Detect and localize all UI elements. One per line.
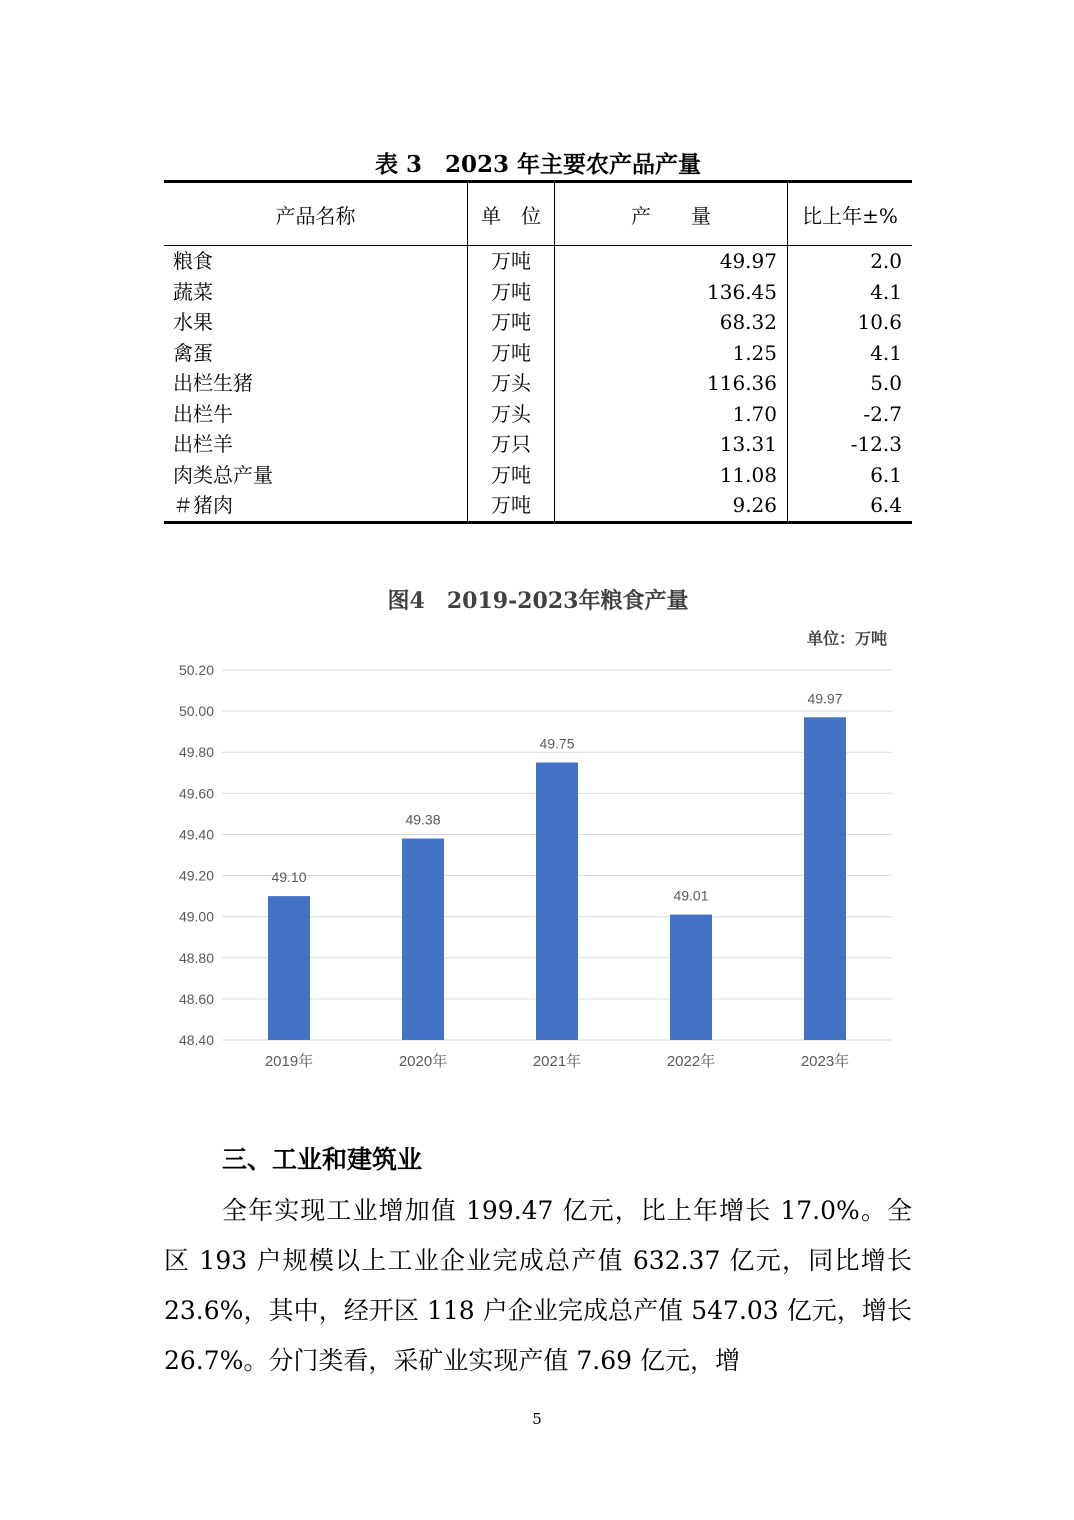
cell-unit: 万吨 (468, 246, 555, 277)
table-row (164, 429, 912, 460)
cell-unit: 万头 (468, 368, 555, 399)
header-product-name: 产品名称 (164, 182, 468, 246)
section-heading: 三、工业和建筑业 (222, 1145, 423, 1174)
cell-unit: 万吨 (468, 307, 555, 338)
cell-name: 水果 (164, 307, 468, 338)
cell-name: 出栏牛 (164, 399, 468, 430)
table-row (164, 246, 912, 277)
cell-output: 9.26 (555, 490, 788, 522)
header-change: 比上年±% (788, 182, 913, 246)
table-row (164, 277, 912, 308)
y-tick-label: 49.80 (178, 744, 214, 761)
cell-change: 5.0 (870, 371, 902, 395)
data-label: 49.38 (405, 811, 441, 828)
bar (268, 896, 310, 1040)
cell-change: 4.1 (870, 340, 902, 365)
cell-change: 2.0 (870, 249, 902, 273)
cell-change: 4.1 (870, 279, 902, 304)
data-label: 49.97 (807, 690, 843, 707)
cell-change: -12.3 (850, 432, 902, 456)
agri-products-table (164, 180, 912, 524)
cell-name: 出栏羊 (164, 429, 468, 460)
cell-name: 粮食 (164, 246, 468, 277)
bar (536, 763, 578, 1041)
x-tick-label: 2019年 (264, 1053, 314, 1070)
table-header-row (164, 182, 912, 246)
cell-output: 68.32 (555, 307, 788, 338)
header-unit: 单 位 (468, 182, 555, 246)
y-tick-label: 49.00 (178, 908, 214, 925)
cell-output: 13.31 (555, 429, 788, 460)
chart-unit-label: 单位：万吨 (806, 629, 887, 648)
y-tick-label: 48.60 (178, 990, 214, 1007)
cell-name: 肉类总产量 (164, 460, 468, 491)
table-row (164, 368, 912, 399)
data-label: 49.01 (673, 887, 709, 904)
cell-change: 10.6 (857, 310, 902, 334)
bar (670, 915, 712, 1040)
x-tick-label: 2021年 (532, 1053, 582, 1070)
cell-unit: 万只 (468, 429, 555, 460)
body-paragraph: 全年实现工业增加值 199.47 亿元，比上年增长 17.0%。全区 193 户规模以上工业企业完成总产值 632.37 亿元，同比增长 23.6%，其中，经开区 118 户企业完成总产值 547.03 亿元，增长 26.7%。分门类看，采矿业实现产值 7.69 亿元，增 (164, 1196, 912, 1375)
cell-unit: 万吨 (468, 338, 555, 369)
y-tick-label: 49.40 (178, 826, 214, 843)
y-tick-label: 50.20 (178, 662, 214, 678)
bar (804, 717, 846, 1040)
cell-unit: 万头 (468, 399, 555, 430)
cell-unit: 万吨 (468, 277, 555, 308)
cell-output: 49.97 (555, 246, 788, 277)
data-label: 49.10 (271, 869, 307, 886)
cell-output: 11.08 (555, 460, 788, 491)
y-tick-label: 50.00 (178, 703, 214, 720)
cell-name: ＃猪肉 (164, 490, 468, 522)
y-tick-label: 49.20 (178, 867, 214, 884)
table-row (164, 338, 912, 369)
table-caption: 表 3 2023 年主要农产品产量 (374, 151, 702, 178)
table-row (164, 460, 912, 491)
cell-unit: 万吨 (468, 460, 555, 491)
grain-output-bar-chart (164, 650, 912, 1080)
page-number: 5 (532, 1410, 542, 1428)
x-tick-label: 2020年 (398, 1053, 448, 1070)
chart-title: 图4 2019-2023年粮食产量 (387, 588, 689, 614)
cell-output: 136.45 (555, 277, 788, 308)
cell-unit: 万吨 (468, 490, 555, 522)
y-tick-label: 48.40 (178, 1032, 214, 1048)
bar (402, 839, 444, 1040)
cell-change: 6.4 (788, 490, 913, 522)
cell-name: 出栏生猪 (164, 368, 468, 399)
cell-change: 6.1 (870, 462, 902, 487)
cell-change: -2.7 (863, 401, 902, 426)
cell-output: 1.70 (555, 399, 788, 430)
table-row (164, 399, 912, 430)
y-tick-label: 49.60 (178, 785, 214, 802)
cell-output: 116.36 (555, 368, 788, 399)
data-label: 49.75 (539, 735, 575, 752)
cell-name: 蔬菜 (164, 277, 468, 308)
y-tick-label: 48.80 (178, 949, 214, 966)
table-row (164, 490, 912, 522)
cell-output: 1.25 (555, 338, 788, 369)
x-tick-label: 2023年 (800, 1053, 850, 1070)
table-row (164, 307, 912, 338)
x-tick-label: 2022年 (666, 1053, 716, 1070)
header-output: 产 量 (555, 182, 788, 246)
cell-name: 禽蛋 (164, 338, 468, 369)
